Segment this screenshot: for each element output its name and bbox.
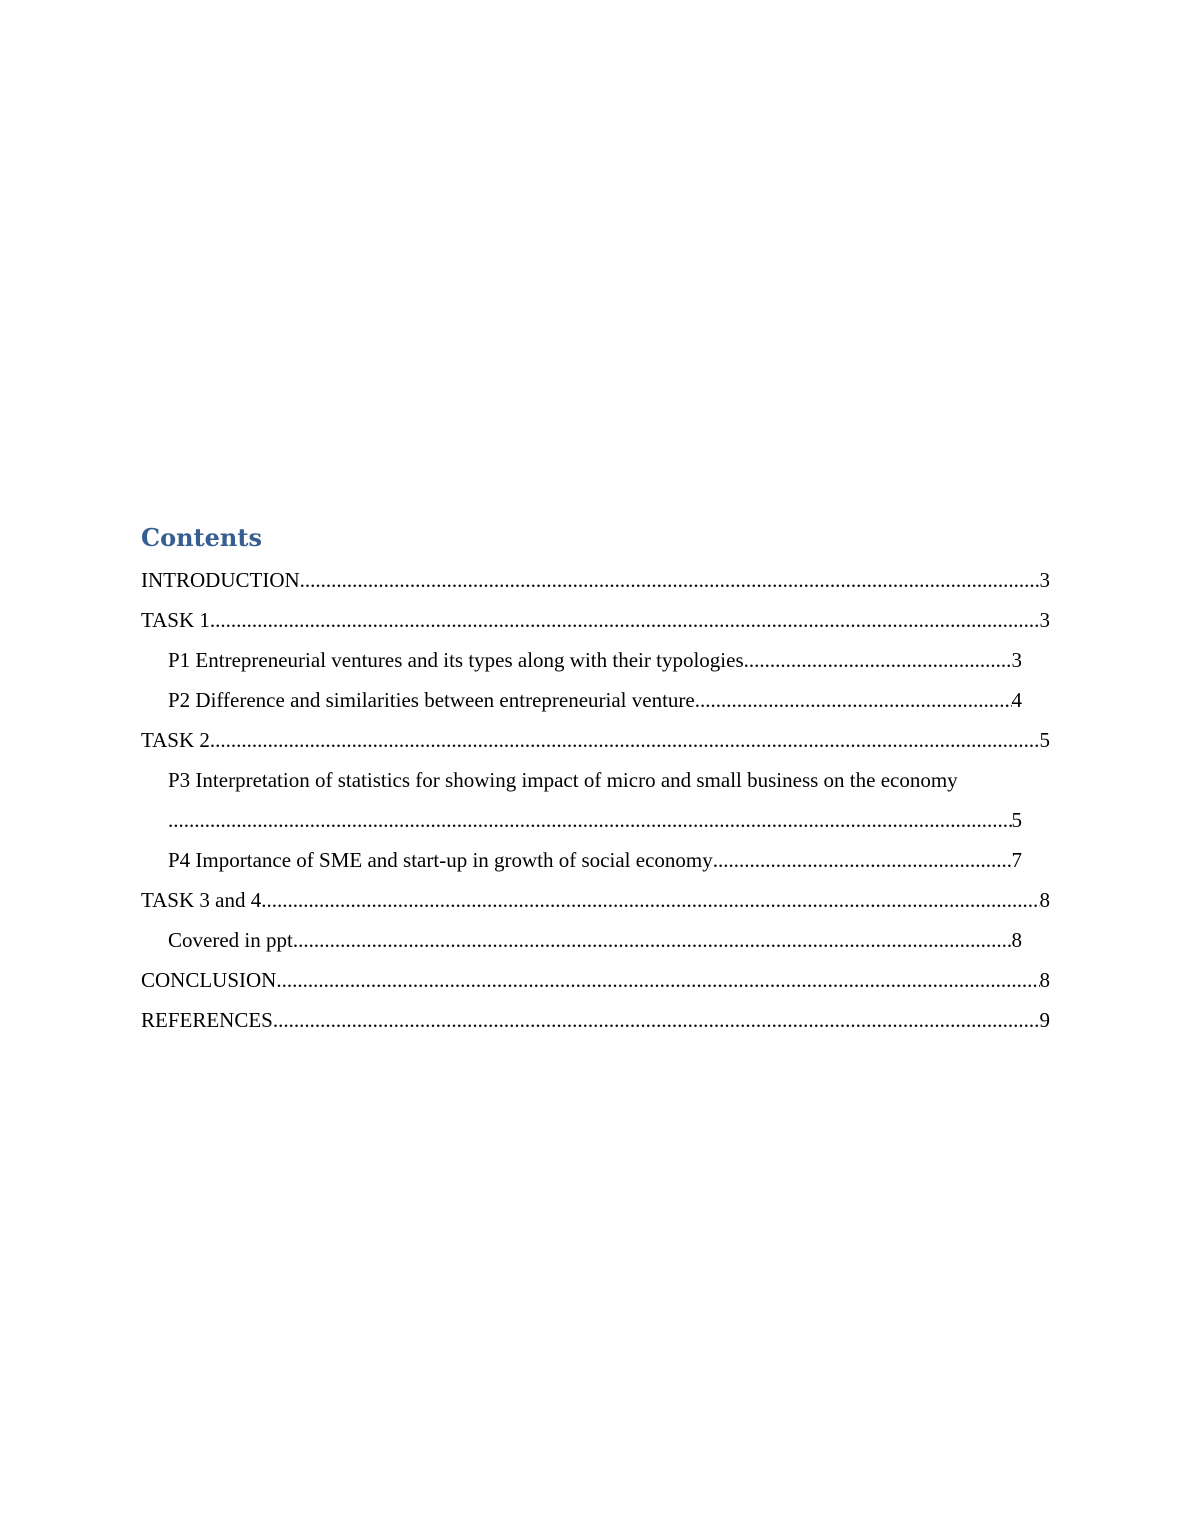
toc-entry-task-1[interactable] <box>141 600 1050 640</box>
table-of-contents <box>141 520 1050 1040</box>
toc-page-number: 3 <box>1039 608 1050 632</box>
toc-entry-label: P4 Importance of SME and start-up in growth of social economy <box>168 848 713 872</box>
toc-entry-references[interactable] <box>141 1000 1050 1040</box>
dot-leader <box>744 640 1012 680</box>
dot-leader <box>293 920 1012 960</box>
toc-entry-label: INTRODUCTION <box>141 568 300 592</box>
toc-page-number: 5 <box>1039 728 1050 752</box>
toc-leader-line <box>168 800 1022 840</box>
toc-entry-p3[interactable] <box>168 760 1077 840</box>
toc-entry-conclusion[interactable] <box>141 960 1050 1000</box>
dot-leader <box>210 600 1040 640</box>
toc-entry-label: TASK 3 and 4 <box>141 888 262 912</box>
toc-entry-covered-in-ppt[interactable] <box>168 920 1022 960</box>
toc-page-number: 4 <box>1011 688 1022 712</box>
dot-leader <box>276 960 1039 1000</box>
toc-heading: Contents <box>141 523 262 552</box>
toc-page-number: 9 <box>1039 1008 1050 1032</box>
toc-page-number: 8 <box>1039 888 1050 912</box>
dot-leader <box>168 800 1012 840</box>
toc-entry-label: REFERENCES <box>141 1008 273 1032</box>
dot-leader <box>273 1000 1040 1040</box>
dot-leader <box>210 720 1040 760</box>
toc-page-number: 8 <box>1039 968 1050 992</box>
toc-page-number: 3 <box>1039 568 1050 592</box>
toc-page-number: 7 <box>1011 848 1022 872</box>
toc-entry-label: P2 Difference and similarities between entrepreneurial venture <box>168 688 695 712</box>
toc-page-number: 3 <box>1011 648 1022 672</box>
toc-entry-p1[interactable] <box>168 640 1022 680</box>
dot-leader <box>261 880 1039 920</box>
toc-page-number: 8 <box>1011 928 1022 952</box>
toc-entry-task-3-and-4[interactable] <box>141 880 1050 920</box>
dot-leader <box>713 840 1012 880</box>
toc-entry-label: P1 Entrepreneurial ventures and its types along with their typologies <box>168 648 744 672</box>
toc-entry-label: P3 Interpretation of statistics for showing impact of micro and small business on the economy <box>168 768 958 792</box>
toc-entry-p4[interactable] <box>168 840 1022 880</box>
toc-entry-label: TASK 1 <box>141 608 210 632</box>
toc-entry-task-2[interactable] <box>141 720 1050 760</box>
toc-page-number: 5 <box>1011 808 1022 832</box>
toc-entry-introduction[interactable] <box>141 560 1050 600</box>
dot-leader <box>695 680 1012 720</box>
dot-leader <box>300 560 1040 600</box>
toc-entry-label: TASK 2 <box>141 728 210 752</box>
toc-entry-label: CONCLUSION <box>141 968 277 992</box>
toc-entry-label: Covered in ppt <box>168 928 293 952</box>
toc-entry-p2[interactable] <box>168 680 1022 720</box>
